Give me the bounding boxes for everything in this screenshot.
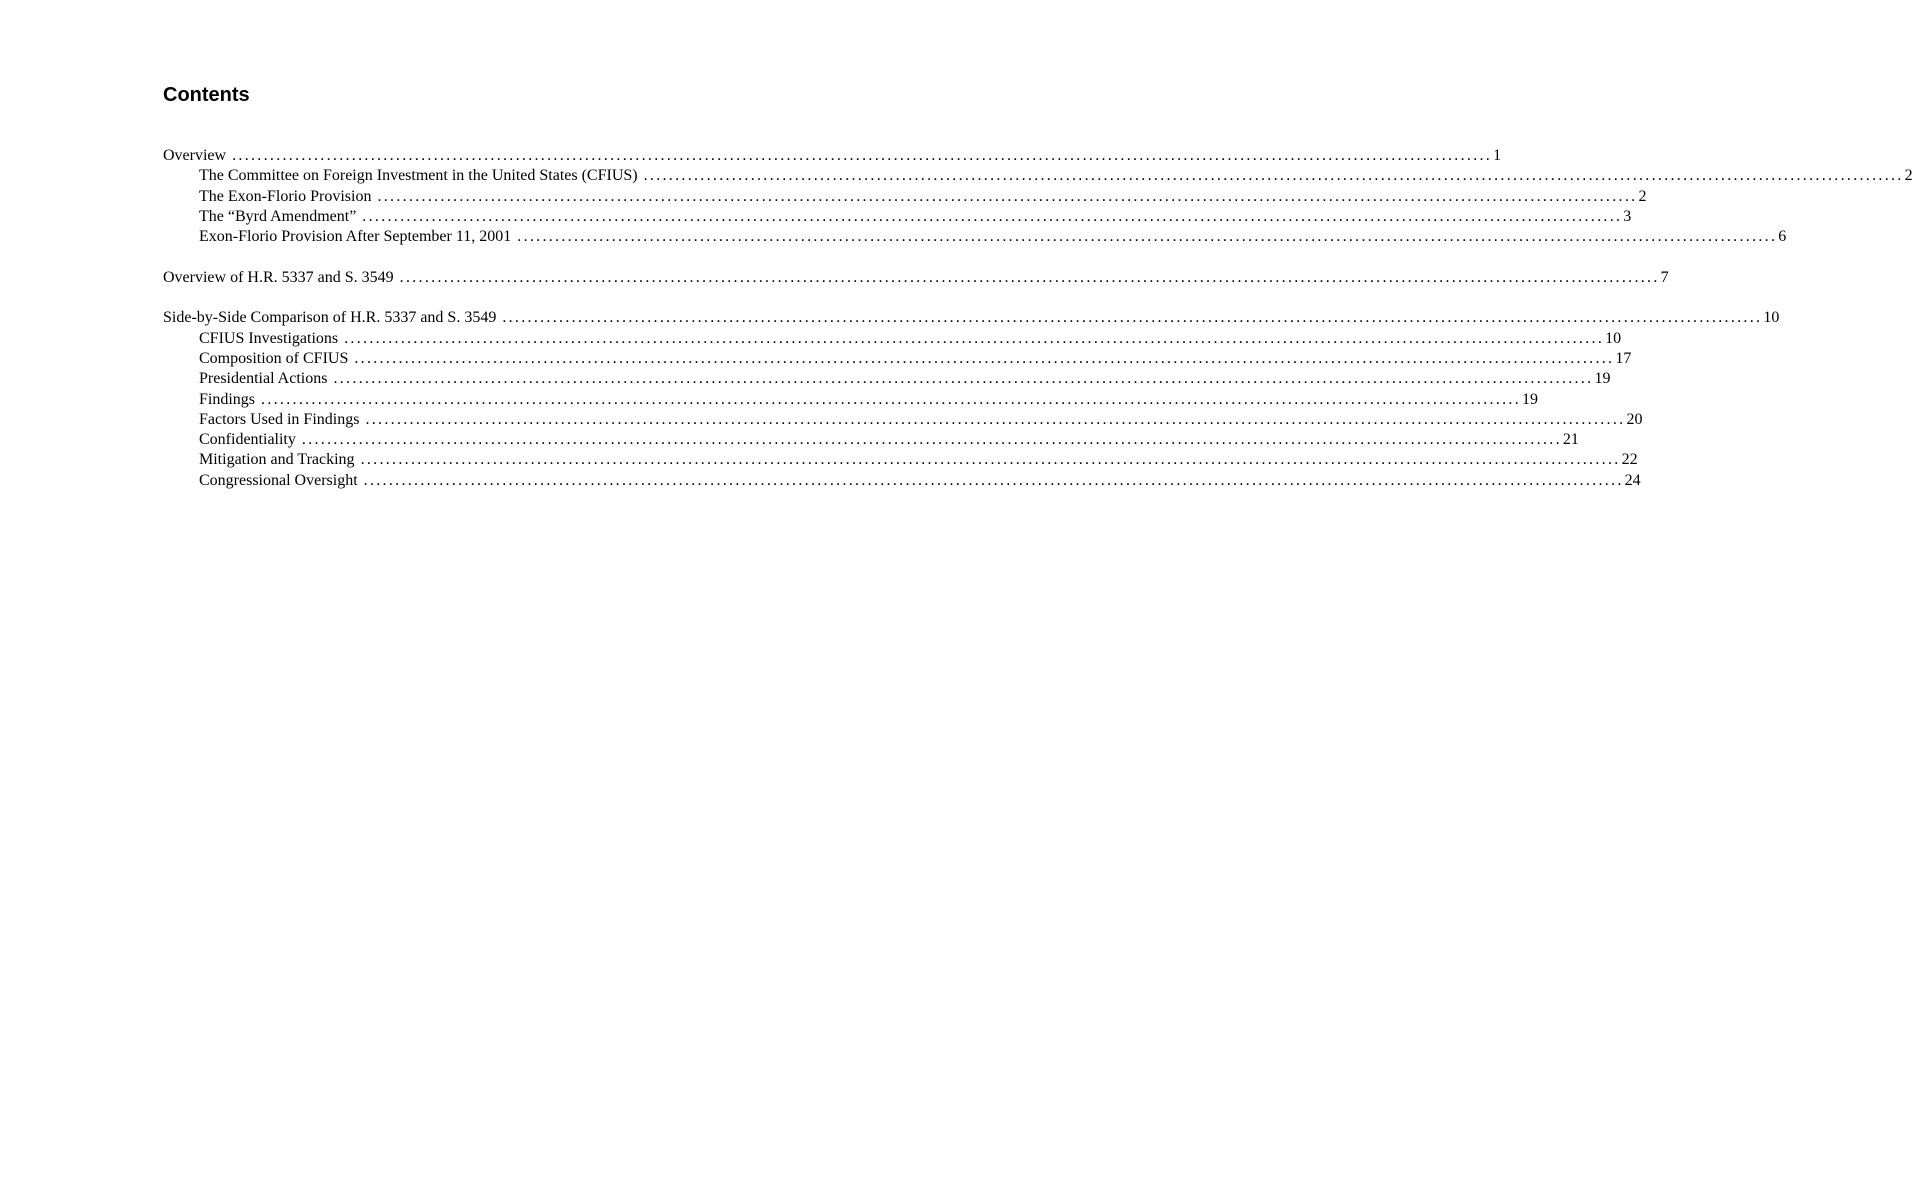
dot-leader: ........................................................................................................................................................................................................ xyxy=(301,431,1562,449)
toc-entry-page: 22 xyxy=(1621,451,1638,469)
toc-section-bills-overview xyxy=(163,268,1669,288)
toc-entry-page: 17 xyxy=(1615,349,1632,367)
toc-entry-page: 20 xyxy=(1626,410,1643,428)
dot-leader: ........................................................................................................................................................................................................ xyxy=(363,471,1624,489)
toc-entry-title: Exon-Florio Provision After September 11, 2001 xyxy=(199,228,512,246)
toc-entry[interactable] xyxy=(163,268,1669,288)
toc-section-comparison xyxy=(163,308,1780,491)
dot-leader: ........................................................................................................................................................................................................ xyxy=(377,187,1638,205)
dot-leader: ........................................................................................................................................................................................................ xyxy=(360,451,1621,469)
dot-leader: ........................................................................................................................................................................................................ xyxy=(354,349,1615,367)
toc-entry-page: 21 xyxy=(1562,431,1579,449)
toc-subentry[interactable] xyxy=(163,187,1647,207)
toc-entry-title: The Exon-Florio Provision xyxy=(199,187,372,205)
toc-entry-page: 3 xyxy=(1623,207,1632,225)
dot-leader: ........................................................................................................................................................................................................ xyxy=(365,410,1626,428)
toc-entry-title: Composition of CFIUS xyxy=(199,349,349,367)
dot-leader: ........................................................................................................................................................................................................ xyxy=(333,370,1594,388)
toc-subentry[interactable] xyxy=(163,390,1539,410)
toc-entry-page: 10 xyxy=(1605,329,1622,347)
toc-entry-page: 24 xyxy=(1624,471,1641,489)
toc-subentry[interactable] xyxy=(163,369,1611,389)
toc-entry-title: Mitigation and Tracking xyxy=(199,451,355,469)
dot-leader: ........................................................................................................................................................................................................ xyxy=(502,309,1763,327)
toc-entry-page: 2 xyxy=(1638,187,1647,205)
dot-leader: ........................................................................................................................................................................................................ xyxy=(232,147,1493,164)
dot-leader: ........................................................................................................................................................................................................ xyxy=(261,390,1522,408)
toc-entry-page: 2 xyxy=(1904,167,1913,185)
toc-entry-title: The Committee on Foreign Investment in the United States (CFIUS) xyxy=(199,167,638,185)
toc-entry-title: CFIUS Investigations xyxy=(199,329,339,347)
toc-entry-page: 10 xyxy=(1763,309,1780,327)
toc-entry-page: 7 xyxy=(1660,268,1669,286)
toc-subentry[interactable] xyxy=(163,166,1913,186)
toc-entry-page: 1 xyxy=(1493,147,1502,164)
dot-leader: ........................................................................................................................................................................................................ xyxy=(362,207,1623,225)
table-of-contents xyxy=(163,146,1913,511)
dot-leader: ........................................................................................................................................................................................................ xyxy=(399,268,1660,286)
toc-subentry[interactable] xyxy=(163,450,1638,470)
toc-entry-page: 6 xyxy=(1778,228,1787,246)
toc-subentry[interactable] xyxy=(163,471,1641,491)
toc-entry-title: Overview of H.R. 5337 and S. 3549 xyxy=(163,268,394,286)
toc-subentry[interactable] xyxy=(163,349,1632,369)
toc-entry-title: Congressional Oversight xyxy=(199,471,358,489)
toc-entry-title: Confidentiality xyxy=(199,431,296,449)
dot-leader: ........................................................................................................................................................................................................ xyxy=(344,329,1605,347)
toc-entry-title: Side-by-Side Comparison of H.R. 5337 and S. 3549 xyxy=(163,309,497,327)
dot-leader: ........................................................................................................................................................................................................ xyxy=(643,167,1904,185)
toc-subentry[interactable] xyxy=(163,410,1643,430)
toc-entry-title: Presidential Actions xyxy=(199,370,328,388)
toc-entry[interactable] xyxy=(163,146,1502,166)
toc-section-overview xyxy=(163,146,1913,247)
toc-entry-page: 19 xyxy=(1522,390,1539,408)
toc-entry-title: The “Byrd Amendment” xyxy=(199,207,357,225)
toc-subentry[interactable] xyxy=(163,227,1787,247)
toc-subentry[interactable] xyxy=(163,207,1632,227)
contents-heading: Contents xyxy=(163,84,250,106)
toc-entry-title: Factors Used in Findings xyxy=(199,410,360,428)
toc-entry-title: Overview xyxy=(163,147,227,164)
toc-entry-title: Findings xyxy=(199,390,256,408)
toc-subentry[interactable] xyxy=(163,329,1622,349)
toc-subentry[interactable] xyxy=(163,430,1579,450)
dot-leader: ........................................................................................................................................................................................................ xyxy=(517,228,1778,246)
toc-entry-page: 19 xyxy=(1594,370,1611,388)
toc-entry[interactable] xyxy=(163,308,1780,328)
